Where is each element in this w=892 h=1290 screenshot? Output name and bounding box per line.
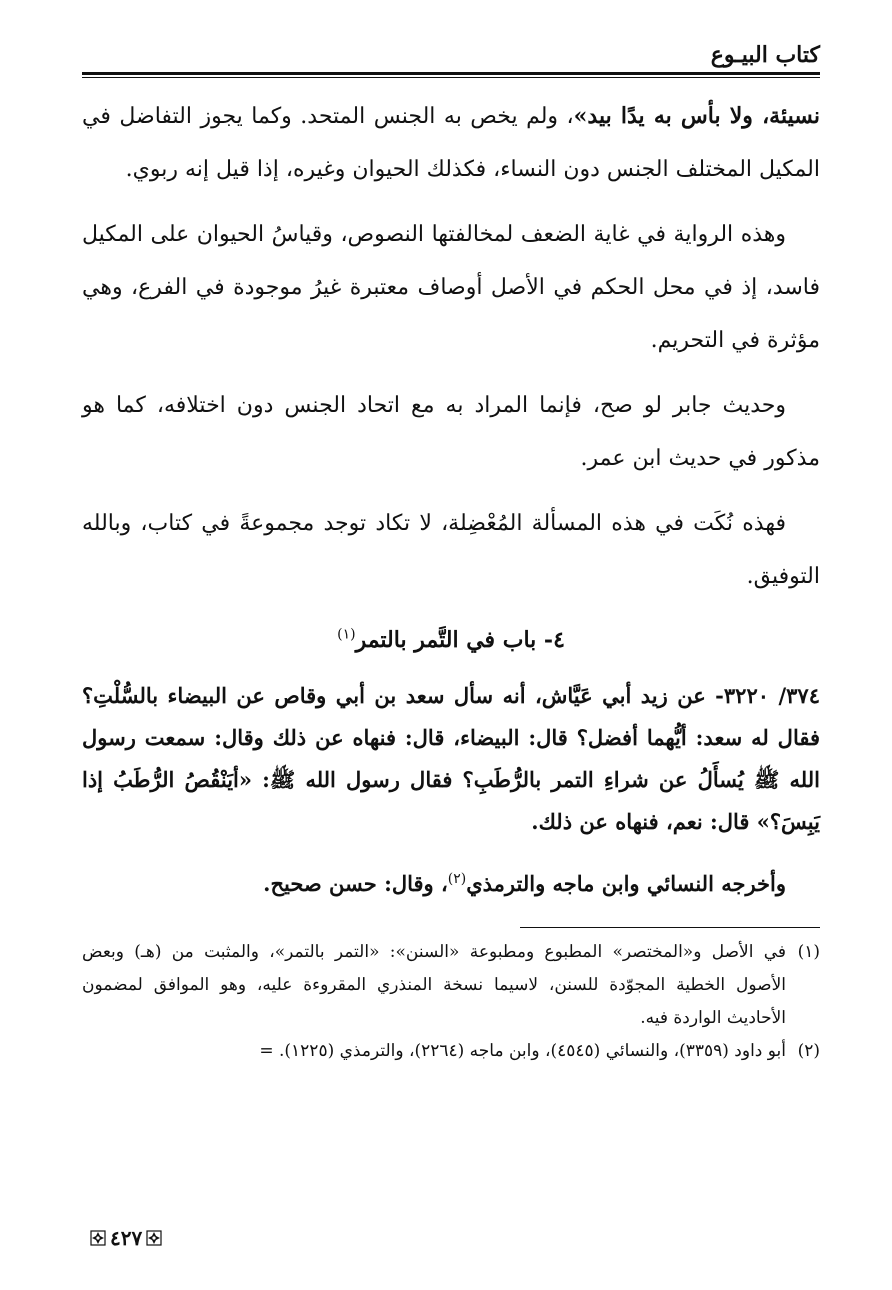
chapter-heading <box>82 615 820 665</box>
footnote <box>82 936 820 1035</box>
floral-ornament-icon <box>146 1230 162 1246</box>
paragraph <box>82 90 820 196</box>
footnote-text: أبو داود (٣٣٥٩)، والنسائي (٤٥٤٥)، وابن ماجه (٢٢٦٤)، والترمذي (١٢٢٥). = <box>259 1041 786 1061</box>
takhrij-text-after: ، وقال: حسن صحيح. <box>263 871 448 896</box>
hadith-text: ٣٧٤/ ٣٢٢٠- عن زيد أبي عَيَّاش، أنه سأل سعد بن أبي وقاص عن البيضاء بالسُّلْتِ؟ فقال له سعد: أيُّهما أفضل؟ قال: البيضاء، قال: فنهاه عن ذلك وقال: سمعت رسول الله ﷺ يُسأَلُ عن شراءِ التمر بالرُّطَبِ؟ فقال رسول الله ﷺ: «أيَنْقُصُ الرُّطَبُ إذا يَبِسَ؟» قال: نعم، فنهاه عن ذلك. <box>82 683 821 834</box>
header-rule-thick <box>82 72 820 75</box>
paragraph: وحديث جابر لو صح، فإنما المراد به مع اتحاد الجنس دون اختلافه، كما هو مذكور في حديث ابن عمر. <box>82 393 820 471</box>
paragraph: وهذه الرواية في غاية الضعف لمخالفتها النصوص، وقياسُ الحيوان على المكيل فاسد، إذ في محل الحكم في الأصل أوصاف معتبرة غيرُ موجودة في الفرع، وهي مؤثرة في التحريم. <box>82 222 820 353</box>
book-page <box>82 40 820 1068</box>
floral-ornament-icon <box>90 1230 106 1246</box>
chapter-heading-text: ٤- باب في التَّمر بالتمر <box>355 627 565 653</box>
footnote-ref[interactable]: (٢) <box>447 871 467 887</box>
running-head-title: كتاب البيـوع <box>710 42 820 68</box>
paragraph: فهذه نُكَت في هذه المسألة المُعْضِلة، لا تكاد توجد مجموعةً في كتاب، وبالله التوفيق. <box>82 511 820 589</box>
paragraph-text: ، ولم يخص به الجنس المتحد. وكما يجوز التفاضل في المكيل المختلف الجنس دون النساء، فكذلك الحيوان وغيره، إذا قيل إنه ربوي. <box>82 104 820 182</box>
footnote-text: في الأصل و«المختصر» المطبوع ومطبوعة «السنن»: «التمر بالتمر»، والمثبت من (هـ) وبعض الأصول الخطية المجوّدة للسنن، لاسيما نسخة المنذري المقروءة عليه، وهو الموافق لمضمون الأحاديث الواردة فيه. <box>82 942 786 1028</box>
footnote-number: (١) <box>797 942 820 962</box>
main-text <box>82 90 820 1068</box>
footnote-ref[interactable]: (١) <box>337 626 356 643</box>
page-number-block <box>90 1228 162 1248</box>
takhrij-text: وأخرجه النسائي وابن ماجه والترمذي <box>466 871 786 896</box>
footnote-separator <box>520 927 820 928</box>
footnote <box>82 1035 820 1068</box>
footnote-number: (٢) <box>797 1041 820 1061</box>
header-rule-thin <box>82 77 820 78</box>
takhrij-line <box>82 861 820 907</box>
paragraph-bold-lead: نسيئة، ولا بأس به يدًا بيد» <box>573 103 820 129</box>
running-head <box>82 40 820 76</box>
page-number: ٤٢٧ <box>110 1226 143 1250</box>
